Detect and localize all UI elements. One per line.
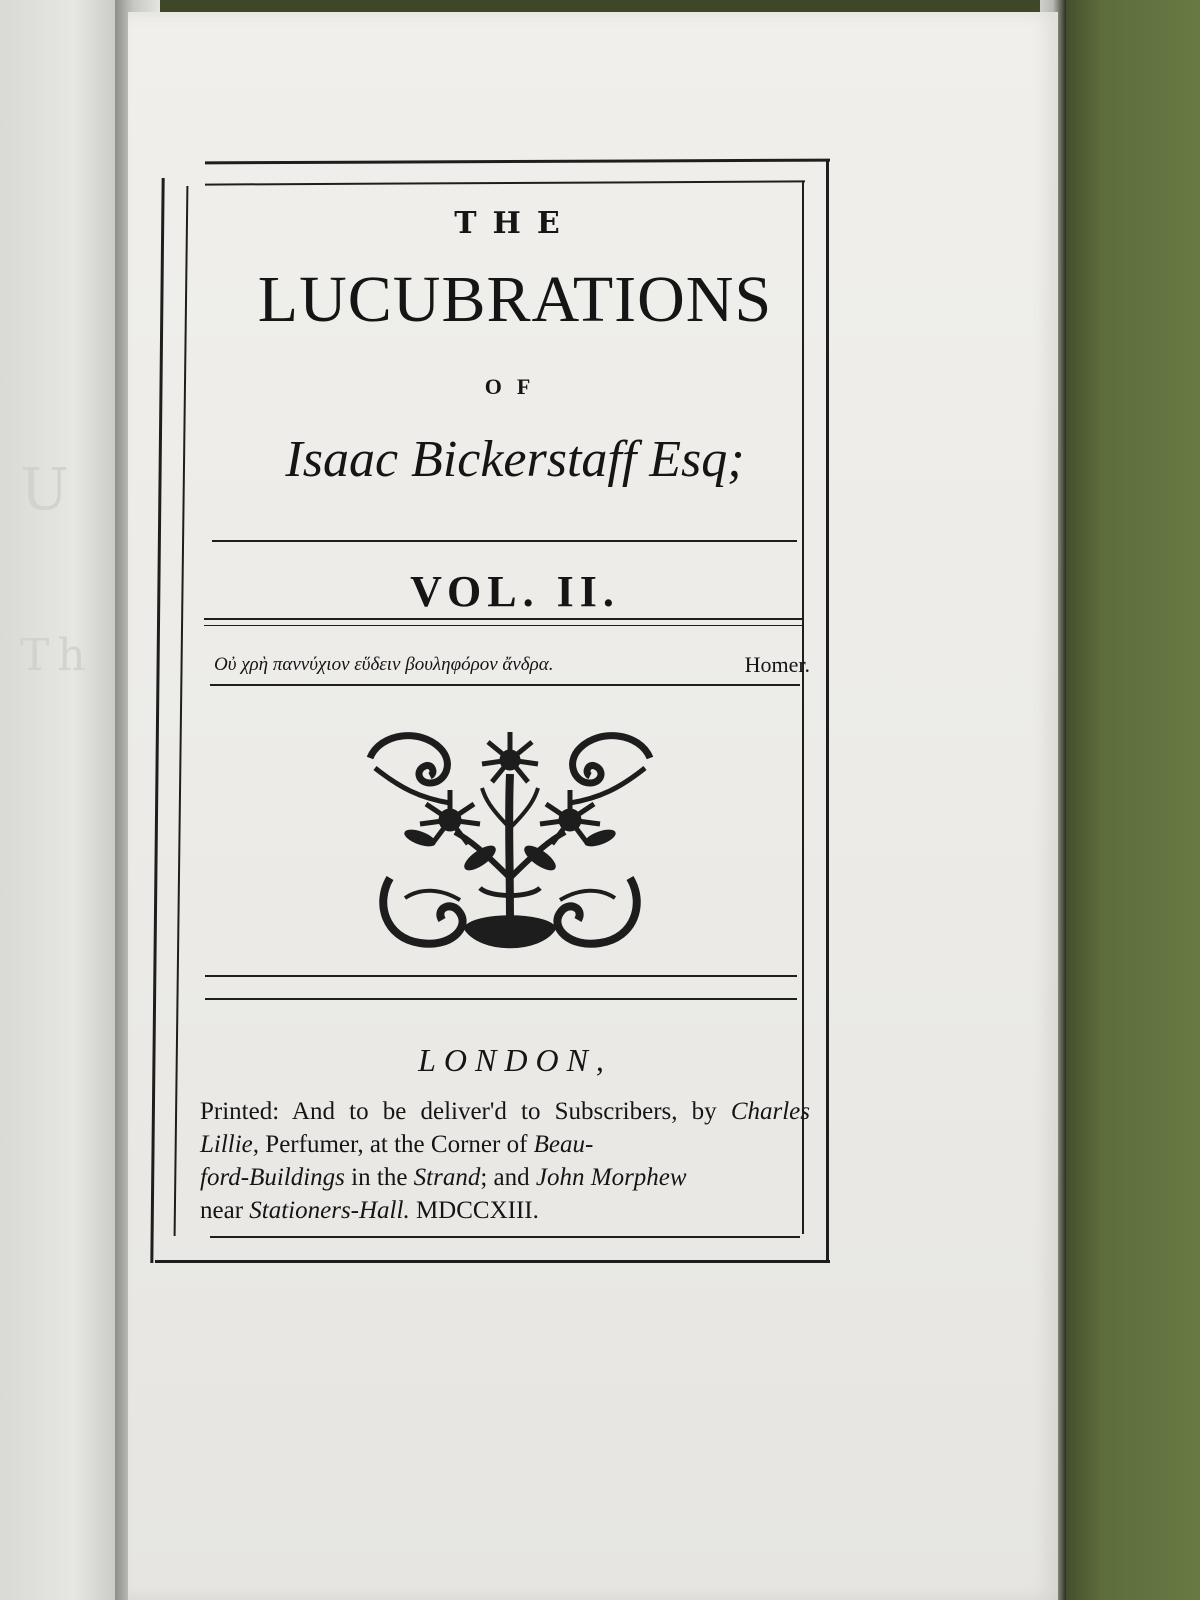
author-name: Isaac Bickerstaff Esq; <box>285 431 745 488</box>
imprint-perfumer: Perfumer, at the Corner of <box>259 1131 534 1158</box>
printers-ornament-icon <box>360 728 660 964</box>
imprint-text <box>200 1095 810 1227</box>
imprint-in-the: in the <box>344 1164 414 1191</box>
motto-attribution: Homer. <box>744 652 810 677</box>
divider-ornament-1 <box>205 975 797 977</box>
imprint-and: ; and <box>480 1164 536 1191</box>
main-title: LUCUBRATIONS <box>257 263 773 336</box>
imprint-publisher: John Morphew <box>535 1164 687 1191</box>
cloth-cover <box>1060 0 1200 1600</box>
imprint-city: LONDON, <box>418 1042 612 1078</box>
imprint-hall: Stationers-Hall. <box>249 1197 410 1224</box>
frame-inner-bottom <box>210 1236 800 1238</box>
imprint-strand: Strand <box>413 1164 481 1191</box>
imprint-year: MDCCXIII. <box>409 1197 539 1224</box>
greek-motto: Οὐ χρὴ παννύχιον εὕδειν βουληφόρον ἄνδρα. <box>214 654 554 675</box>
left-page-show-through-2: Th <box>20 630 94 681</box>
imprint-printer: Charles Lillie, <box>200 1098 810 1158</box>
divider-motto <box>210 684 800 686</box>
left-page-show-through: U <box>20 455 77 523</box>
title-of: OF <box>484 374 546 399</box>
imprint-printed: Printed: <box>200 1098 280 1125</box>
divider-ornament-2 <box>205 998 797 1000</box>
frame-outer-right <box>826 160 829 1262</box>
imprint-beaufort-2: ford-Buildings <box>200 1164 345 1191</box>
divider-vol-2 <box>204 625 804 626</box>
imprint-delivered: And to be deliver'd to Subscribers, by <box>279 1098 731 1125</box>
imprint-near: near <box>200 1197 250 1224</box>
imprint-beaufort-1: Beau- <box>533 1131 594 1158</box>
divider-title <box>212 540 797 542</box>
divider-vol-1 <box>204 618 804 620</box>
frame-outer-bottom <box>155 1260 830 1263</box>
volume-number: VOL. II. <box>410 567 620 616</box>
title-the: THE <box>454 206 576 241</box>
